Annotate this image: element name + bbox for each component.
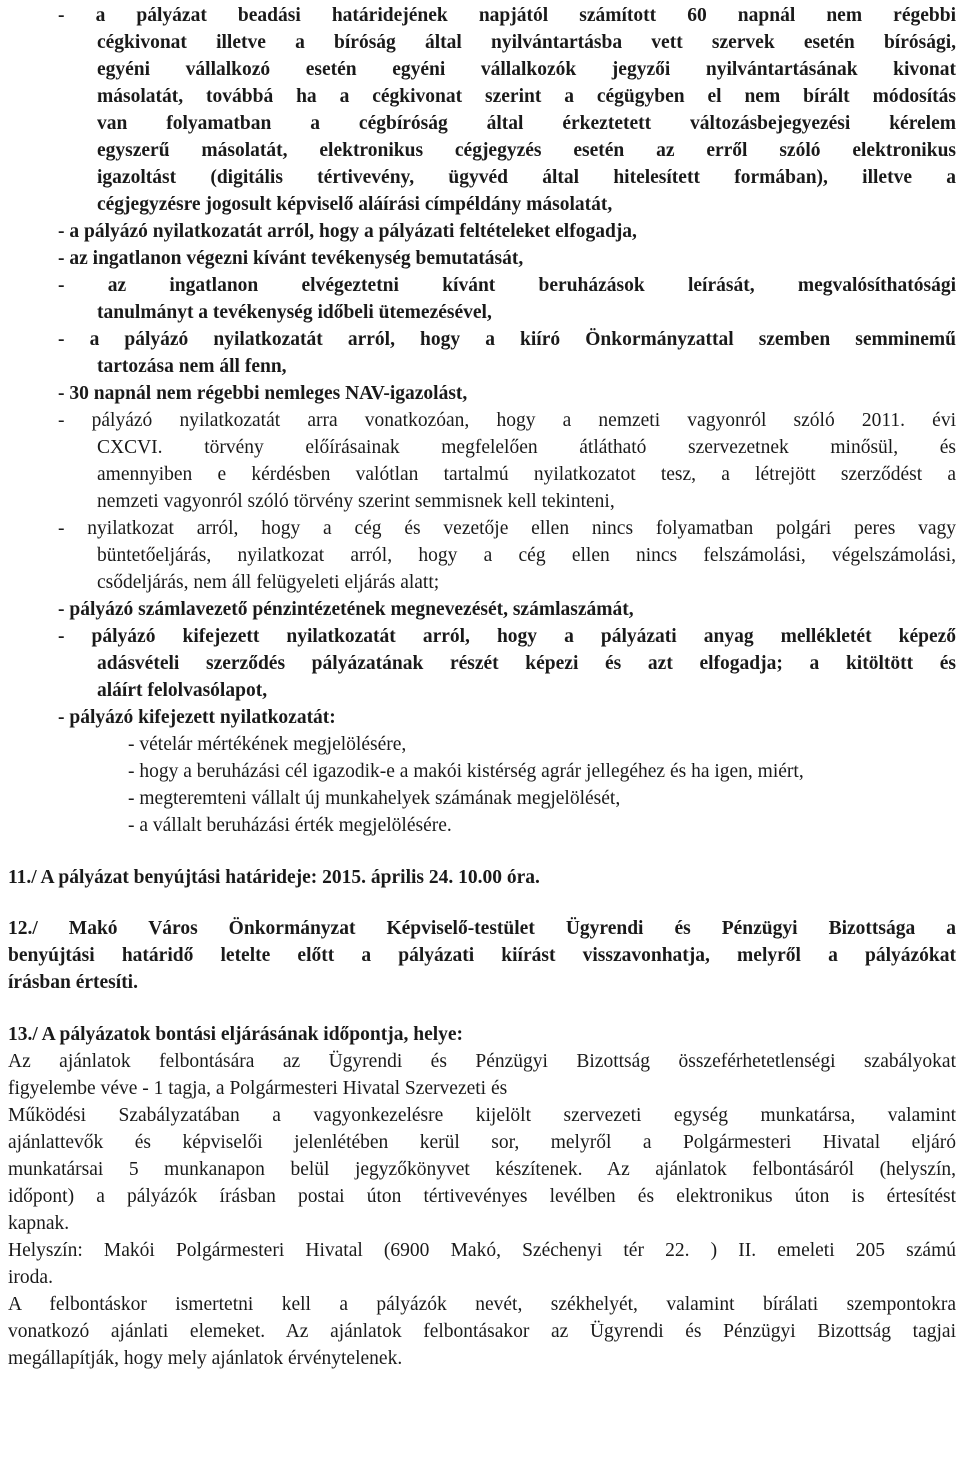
sub-list-item: - hogy a beruházási cél igazodik-e a makói kistérség agrár jellegéhez és ha igen, miért, [128,761,804,782]
list-item: - nyilatkozat arról, hogy a cég és vezetője ellen nincs folyamatban polgári peres vagy [58,518,956,539]
paragraph-line: figyelembe véve - 1 tagja, a Polgármesteri Hivatal Szervezeti és [8,1078,508,1099]
section-12-text: benyújtási határidő letelte előtt a pályázati kiírást visszavonhatja, melyről a pályázókat [8,945,956,966]
list-item-continuation: CXCVI. törvény előírásainak megfelelően átlátható szervezetnek minősül, és [97,437,956,458]
paragraph-line: kapnak. [8,1213,70,1234]
paragraph-line: A felbontáskor ismertetni kell a pályázók nevét, székhelyét, valamint bírálati szempontokra [8,1294,956,1315]
paragraph-line: Az ajánlatok felbontására az Ügyrendi és Pénzügyi Bizottság összeférhetetlenségi szabályokat [8,1051,956,1072]
list-item-continuation: nemzeti vagyonról szóló törvény szerint semmisnek kell tekinteni, [97,491,615,512]
list-item: - pályázó nyilatkozatát arra vonatkozóan, hogy a nemzeti vagyonról szóló 2011. évi [58,410,956,431]
list-item-continuation: egyéni vállalkozó esetén egyéni vállalkozók jegyzői nyilvántartásának kivonat [97,59,956,80]
list-item-continuation: másolatát, továbbá ha a cégkivonat szerint a cégügyben el nem bírált módosítás [97,86,956,107]
section-12-heading: 12./ Makó Város Önkormányzat Képviselő-testület Ügyrendi és Pénzügyi Bizottsága a [8,918,956,939]
section-12-text: írásban értesíti. [8,972,138,993]
list-item-continuation: igazoltást (digitális tértivevény, ügyvéd által hitelesített formában), illetve a [97,167,956,188]
paragraph-line: ajánlattevők és képviselői jelenlétében kerül sor, melyről a Polgármesteri Hivatal eljáró [8,1132,956,1153]
list-item-continuation: egyszerű másolatát, elektronikus cégjegyzés esetén az erről szóló elektronikus [97,140,956,161]
list-item: - a pályázat beadási határidejének napjától számított 60 napnál nem régebbi [58,5,956,26]
paragraph-line: időpont) a pályázók írásban postai úton tértivevényes levélben és elektronikus úton is értesítést [8,1186,956,1207]
list-item: - az ingatlanon végezni kívánt tevékenység bemutatását, [58,248,524,269]
section-11-heading: 11./ A pályázat benyújtási határideje: 2015. április 24. 10.00 óra. [8,867,540,888]
paragraph-line: Működési Szabályzatában a vagyonkezelésre kijelölt szervezeti egység munkatársa, valamint [8,1105,956,1126]
list-item-continuation: cégkivonat illetve a bíróság által nyilvántartásba vett szervek esetén bírósági, [97,32,956,53]
list-item: - pályázó kifejezett nyilatkozatát arról, hogy a pályázati anyag mellékletét képező [58,626,956,647]
section-13-heading: 13./ A pályázatok bontási eljárásának időpontja, helye: [8,1024,464,1045]
list-item-continuation: büntetőeljárás, nyilatkozat arról, hogy a cég ellen nincs felszámolási, végelszámolási, [97,545,956,566]
list-item: - a pályázó nyilatkozatát arról, hogy a pályázati feltételeket elfogadja, [58,221,637,242]
list-item: - pályázó kifejezett nyilatkozatát: [58,707,336,728]
list-item: - a pályázó nyilatkozatát arról, hogy a kiíró Önkormányzattal szemben semminemű [58,329,956,350]
paragraph-line: megállapítják, hogy mely ajánlatok érvénytelenek. [8,1348,403,1369]
sub-list-item: - vételár mértékének megjelölésére, [128,734,407,755]
list-item-continuation: tartozása nem áll fenn, [97,356,287,377]
list-item-continuation: csődeljárás, nem áll felügyeleti eljárás alatt; [97,572,440,593]
paragraph-line: iroda. [8,1267,53,1288]
list-item: - pályázó számlavezető pénzintézetének megnevezését, számlaszámát, [58,599,634,620]
list-item: - az ingatlanon elvégeztetni kívánt beruházások leírását, megvalósíthatósági [58,275,956,296]
list-item-continuation: adásvételi szerződés pályázatának részét képezi és azt elfogadja; a kitöltött és [97,653,956,674]
list-item-continuation: cégjegyzésre jogosult képviselő aláírási címpéldány másolatát, [97,194,613,215]
paragraph-line: munkatársai 5 munkanapon belül jegyzőkönyvet készítenek. Az ajánlatok felbontásáról (helyszín, [8,1159,956,1180]
list-item-continuation: tanulmányt a tevékenység időbeli ütemezésével, [97,302,492,323]
paragraph-line: vonatkozó ajánlati elemeket. Az ajánlatok felbontásakor az Ügyrendi és Pénzügyi Bizottság tagjai [8,1321,956,1342]
list-item: - 30 napnál nem régebbi nemleges NAV-igazolást, [58,383,468,404]
sub-list-item: - a vállalt beruházási érték megjelölésére. [128,815,452,836]
paragraph-line: Helyszín: Makói Polgármesteri Hivatal (6900 Makó, Széchenyi tér 22. ) II. emeleti 205 számú [8,1240,956,1261]
list-item-continuation: van folyamatban a cégbíróság által érkeztetett változásbejegyezési kérelem [97,113,956,134]
list-item-continuation: amennyiben e kérdésben valótlan tartalmú nyilatkozatot tesz, a létrejött szerződést a [97,464,956,485]
sub-list-item: - megteremteni vállalt új munkahelyek számának megjelölését, [128,788,621,809]
list-item-continuation: aláírt felolvasólapot, [97,680,268,701]
